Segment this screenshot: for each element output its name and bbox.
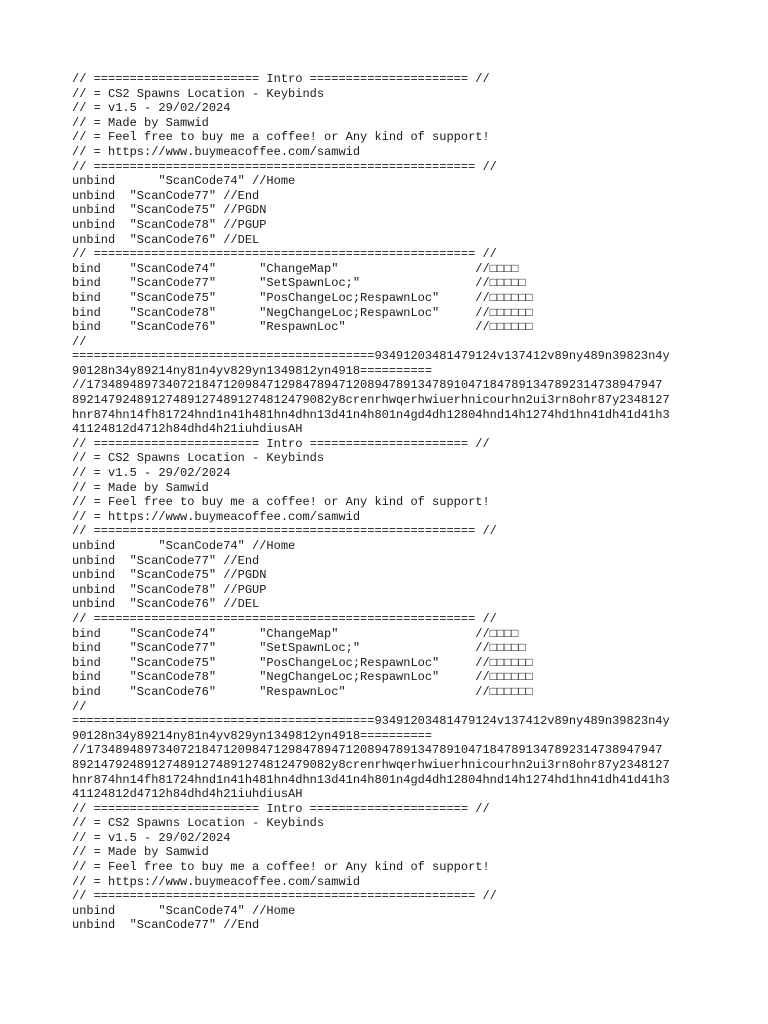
text-line: bind "ScanCode74" "ChangeMap" //□□□□ [72, 261, 519, 276]
text-line: unbind "ScanCode74" //Home [72, 903, 296, 918]
text-line: // = https://www.buymeacoffee.com/samwid [72, 144, 361, 159]
text-line: bind "ScanCode76" "RespawnLoc" //□□□□□□ [72, 684, 533, 699]
text-line: // ======================= Intro ====================== // [72, 801, 490, 816]
text-line: // = https://www.buymeacoffee.com/samwid [72, 874, 361, 889]
text-line: bind "ScanCode77" "SetSpawnLoc;" //□□□□□ [72, 276, 526, 291]
text-line: unbind "ScanCode75" //PGDN [72, 568, 267, 583]
text-line: hnr874hn14fh81724hnd1n41h481hn4dhn13d41n4h801n4gd4dh12804hnd14h1274hd1hn41dh41d41h3 [72, 407, 670, 422]
text-line: bind "ScanCode78" "NegChangeLoc;RespawnLoc" //□□□□□□ [72, 305, 533, 320]
text-line: bind "ScanCode77" "SetSpawnLoc;" //□□□□□ [72, 641, 526, 656]
text-line: unbind "ScanCode77" //End [72, 918, 260, 933]
text-line: 892147924891274891274891274812479082y8crenrhwqerhwiuerhnicourhn2ui3rn8ohr87y2348127 [72, 757, 670, 772]
text-line: 90128n34y89214ny81n4yv829yn1349812yn4918========== [72, 728, 433, 743]
text-line: // ===================================================== // [72, 889, 497, 904]
text-line: 41124812d4712h84dhd4h21iuhdiusAH [72, 787, 303, 802]
document-page [72, 72, 712, 933]
text-line: ==========================================93491203481479124v137412v89ny489n39823n4y [72, 714, 670, 729]
text-line: ==========================================93491203481479124v137412v89ny489n39823n4y [72, 349, 670, 364]
text-line: 90128n34y89214ny81n4yv829yn1349812yn4918========== [72, 363, 433, 378]
text-line: 41124812d4712h84dhd4h21iuhdiusAH [72, 422, 303, 437]
text-line: bind "ScanCode75" "PosChangeLoc;RespawnLoc" //□□□□□□ [72, 655, 533, 670]
text-line: hnr874hn14fh81724hnd1n41h481hn4dhn13d41n4h801n4gd4dh12804hnd14h1274hd1hn41dh41d41h3 [72, 772, 670, 787]
text-line: unbind "ScanCode74" //Home [72, 174, 296, 189]
text-line: unbind "ScanCode75" //PGDN [72, 203, 267, 218]
text-line: // ===================================================== // [72, 247, 497, 262]
text-line: unbind "ScanCode78" //PGUP [72, 582, 267, 597]
text-line: // = v1.5 - 29/02/2024 [72, 830, 231, 845]
text-line: unbind "ScanCode78" //PGUP [72, 217, 267, 232]
text-line: unbind "ScanCode74" //Home [72, 539, 296, 553]
text-line: // = CS2 Spawns Location - Keybinds [72, 451, 325, 466]
text-line: unbind "ScanCode76" //DEL [72, 232, 260, 247]
text-line: //17348948973407218471209847129847894712089478913478910471847891347892314738947947 [72, 378, 663, 393]
text-line: // ===================================================== // [72, 611, 497, 626]
text-line: // = Feel free to buy me a coffee! or Any kind of support! [72, 860, 490, 875]
text-line: // = v1.5 - 29/02/2024 [72, 466, 231, 481]
text-line: // = Feel free to buy me a coffee! or Any kind of support! [72, 130, 490, 145]
text-line: // = Made by Samwid [72, 845, 209, 860]
text-line: // [72, 334, 87, 349]
text-line: // = Feel free to buy me a coffee! or Any kind of support! [72, 495, 490, 510]
text-line: bind "ScanCode78" "NegChangeLoc;RespawnLoc" //□□□□□□ [72, 670, 533, 685]
text-line: // [72, 699, 87, 714]
text-line: bind "ScanCode76" "RespawnLoc" //□□□□□□ [72, 320, 533, 335]
text-line: // ======================= Intro ====================== // [72, 436, 490, 451]
text-line: // = Made by Samwid [72, 480, 209, 495]
text-line: // = v1.5 - 29/02/2024 [72, 101, 231, 116]
text-line: bind "ScanCode75" "PosChangeLoc;RespawnLoc" //□□□□□□ [72, 290, 533, 305]
text-line: // ===================================================== // [72, 524, 497, 539]
text-line: unbind "ScanCode76" //DEL [72, 597, 260, 612]
text-line: unbind "ScanCode77" //End [72, 553, 260, 568]
text-line: unbind "ScanCode77" //End [72, 188, 260, 203]
text-line: bind "ScanCode74" "ChangeMap" //□□□□ [72, 626, 519, 641]
text-line: // ===================================================== // [72, 159, 497, 174]
text-line: // = CS2 Spawns Location - Keybinds [72, 86, 325, 101]
text-line: //17348948973407218471209847129847894712089478913478910471847891347892314738947947 [72, 743, 663, 758]
text-line: // = https://www.buymeacoffee.com/samwid [72, 509, 361, 524]
text-line: // = Made by Samwid [72, 115, 209, 130]
text-line: // = CS2 Spawns Location - Keybinds [72, 816, 325, 831]
text-line: // ======================= Intro ====================== // [72, 72, 490, 86]
text-line: 892147924891274891274891274812479082y8crenrhwqerhwiuerhnicourhn2ui3rn8ohr87y2348127 [72, 393, 670, 408]
